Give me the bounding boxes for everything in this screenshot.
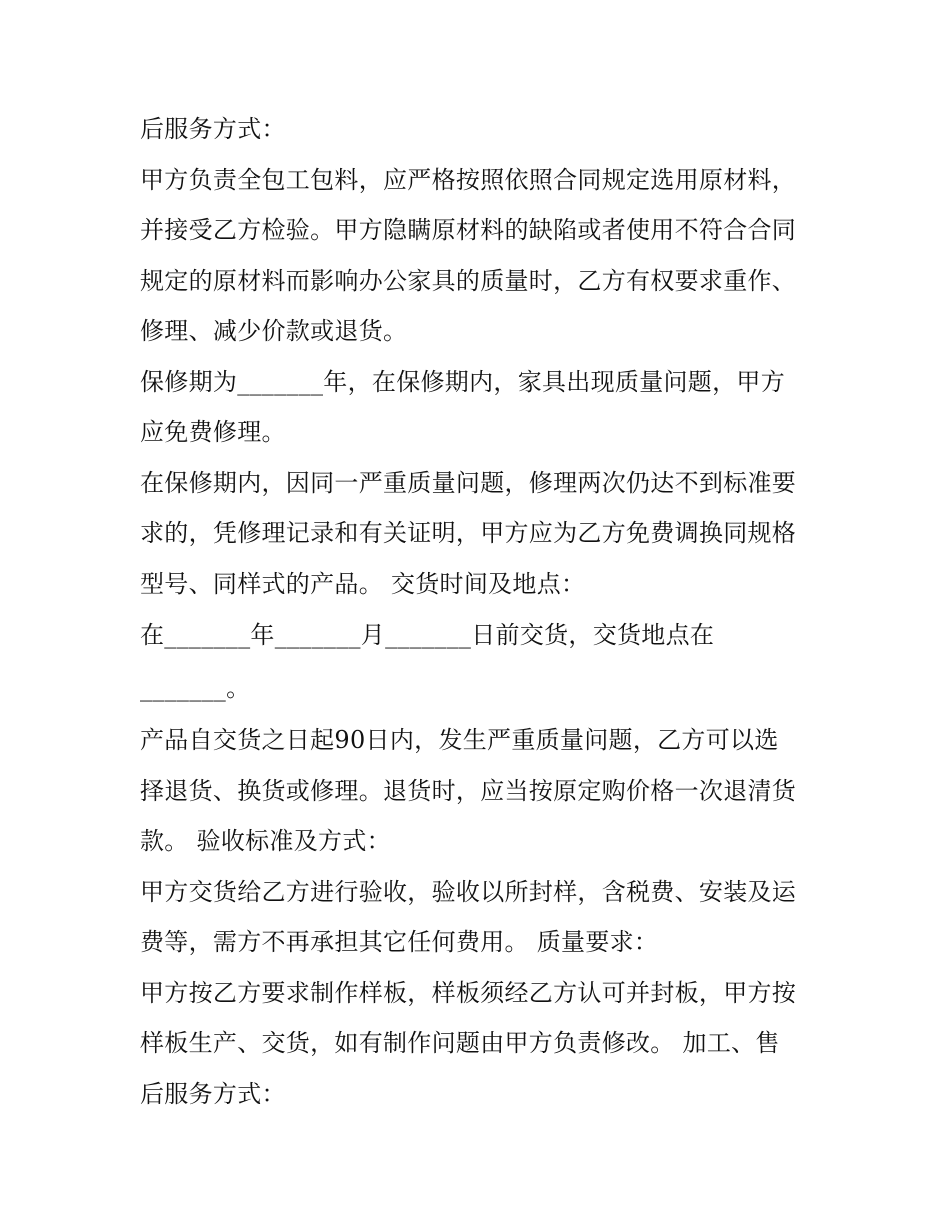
text-line: 后服务方式： bbox=[140, 1079, 286, 1108]
text-line: 款。 验收标准及方式： bbox=[140, 827, 391, 855]
document-body bbox=[140, 104, 820, 1119]
text-line: 在保修期内，因同一严重质量问题，修理两次仍达不到标准要 bbox=[140, 468, 797, 497]
text-line: 产品自交货之日起90日内，发生严重质量问题，乙方可以选 bbox=[140, 726, 779, 754]
text-line: 费等，需方不再承担其它任何费用。 质量要求： bbox=[140, 928, 659, 956]
text-line: 应免费修理。 bbox=[140, 418, 286, 446]
text-line: 并接受乙方检验。甲方隐瞒原材料的缺陷或者使用不符合合同 bbox=[140, 216, 797, 244]
text-line: 择退货、换货或修理。退货时，应当按原定购价格一次退清货 bbox=[140, 776, 797, 805]
text-line: 求的，凭修理记录和有关证明，甲方应为乙方免费调换同规格 bbox=[140, 519, 797, 547]
text-line: 规定的原材料而影响办公家具的质量时，乙方有权要求重作、 bbox=[140, 266, 797, 295]
text-line: 修理、减少价款或退货。 bbox=[140, 317, 408, 345]
text-line: 后服务方式： bbox=[140, 115, 286, 143]
text-line: 保修期为_______年，在保修期内，家具出现质量问题，甲方 bbox=[140, 367, 785, 396]
text-line: 甲方负责全包工包料，应严格按照依照合同规定选用原材料， bbox=[140, 165, 797, 194]
text-line: 样板生产、交货，如有制作问题由甲方负责修改。 加工、售 bbox=[140, 1029, 780, 1057]
text-line: 甲方交货给乙方进行验收，验收以所封样，含税费、安装及运 bbox=[140, 877, 797, 906]
text-line: _______。 bbox=[140, 674, 251, 702]
text-line: 型号、同样式的产品。 交货时间及地点： bbox=[140, 569, 586, 598]
text-line: 甲方按乙方要求制作样板，样板须经乙方认可并封板，甲方按 bbox=[140, 978, 797, 1007]
text-line: 在_______年_______月_______日前交货，交货地点在 bbox=[140, 621, 715, 649]
